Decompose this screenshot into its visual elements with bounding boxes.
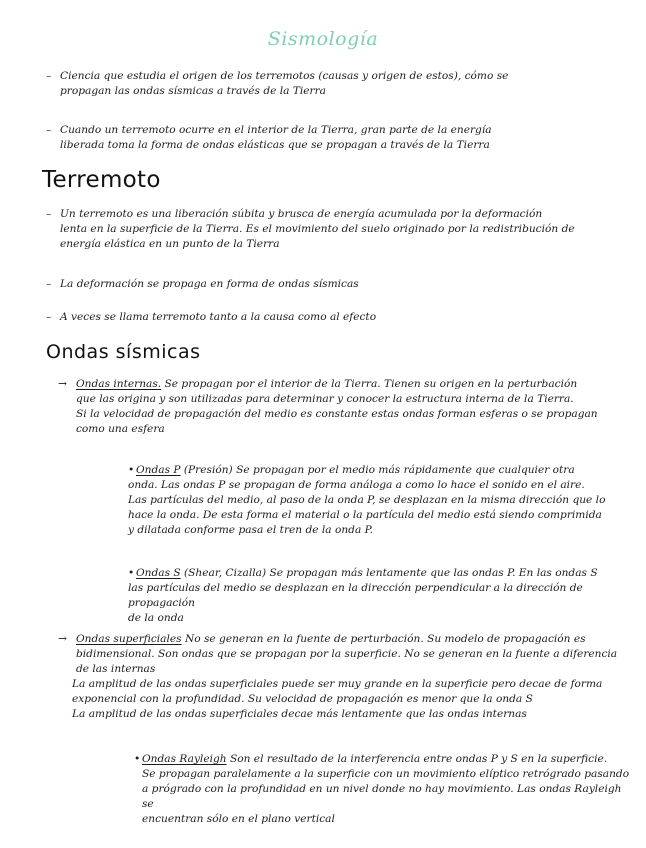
- ondas-s-text-1: Se propagan más lentamente que las ondas P. En las ondas S: [269, 567, 598, 579]
- ondas-s-line-2: las partículas del medio se desplazan en la dirección perpendicular a la dirección de propagación: [128, 582, 583, 609]
- terremoto-point-1-line-3: energía elástica en un punto de la Tierra: [60, 238, 280, 250]
- intro-point-2: [46, 123, 626, 153]
- ondas-superficiales-label: Ondas superficiales: [76, 633, 182, 645]
- ondas-p-line-1: [128, 463, 628, 478]
- bullet-marker: •: [128, 464, 135, 476]
- ondas-internas-line-2: que las origina y son utilizadas para determinar y conocer la estructura interna de la Tierra.: [76, 393, 574, 405]
- ondas-superficiales-line-6: La amplitud de las ondas superficiales decae más lentamente que las ondas internas: [72, 708, 527, 720]
- ondas-s-paren: (Shear, Cizalla): [184, 567, 267, 579]
- dash-marker: –: [46, 311, 52, 323]
- dash-marker: –: [46, 208, 52, 220]
- page-title: Sismología: [267, 28, 379, 50]
- intro-point-2-line-1: Cuando un terremoto ocurre en el interior de la Tierra, gran parte de la energía: [60, 124, 492, 136]
- ondas-rayleigh-label: Ondas Rayleigh: [142, 753, 227, 765]
- heading-ondas-sismicas: Ondas sísmicas: [46, 341, 201, 363]
- ondas-p-line-2: onda. Las ondas P se propagan de forma análoga a como lo hace el sonido en el aire.: [128, 479, 585, 491]
- intro-point-1-line-1: Ciencia que estudia el origen de los terremotos (causas y origen de estos), cómo se: [60, 70, 509, 82]
- terremoto-point-2: [46, 277, 626, 292]
- intro-point-1: [46, 69, 626, 99]
- ondas-superficiales-text-1: No se generan en la fuente de perturbación. Su modelo de propagación es: [184, 633, 586, 645]
- ondas-superficiales-line-3: de las internas: [76, 663, 156, 675]
- dash-marker: –: [46, 278, 52, 290]
- ondas-superficiales-section: [58, 632, 640, 722]
- terremoto-point-3: [46, 310, 626, 325]
- ondas-internas-line-4: como una esfera: [76, 423, 165, 435]
- ondas-rayleigh-line-2: Se propagan paralelamente a la superficie con un movimiento elíptico retrógrado pasando: [142, 768, 630, 780]
- ondas-internas-text-1: Se propagan por el interior de la Tierra. Tienen su origen en la perturbación: [164, 378, 578, 390]
- terremoto-point-1: [46, 207, 630, 252]
- ondas-s-line-1: [128, 566, 632, 581]
- arrow-marker: →: [58, 378, 67, 390]
- ondas-superficiales-line-4: La amplitud de las ondas superficiales puede ser muy grande en la superficie pero decae de forma: [72, 678, 603, 690]
- ondas-p-line-5: y dilatada conforme pasa el tren de la onda P.: [128, 524, 373, 536]
- bullet-marker: •: [134, 753, 141, 765]
- terremoto-point-1-line-1: Un terremoto es una liberación súbita y brusca de energía acumulada por la deformación: [60, 208, 543, 220]
- ondas-rayleigh-line-1: [134, 752, 634, 767]
- bullet-marker: •: [128, 567, 135, 579]
- ondas-p-text-1: Se propagan por el medio más rápidamente que cualquier otra: [236, 464, 575, 476]
- ondas-p-paren: (Presión): [183, 464, 233, 476]
- ondas-superficiales-line-2: bidimensional. Son ondas que se propagan por la superficie. No se generan en la fuente a diferencia: [76, 648, 618, 660]
- ondas-rayleigh-text-1: Son el resultado de la interferencia entre ondas P y S en la superficie.: [229, 753, 608, 765]
- ondas-p-line-3: Las partículas del medio, al paso de la onda P, se desplazan en la misma dirección que lo: [128, 494, 606, 506]
- ondas-p-section: [128, 463, 628, 538]
- dash-marker: –: [46, 124, 52, 136]
- terremoto-point-1-line-2: lenta en la superficie de la Tierra. Es el movimiento del suelo originado por la redistribución de: [60, 223, 575, 235]
- ondas-internas-section: [58, 377, 638, 437]
- ondas-internas-line-3: Si la velocidad de propagación del medio es constante estas ondas forman esferas o se propagan: [76, 408, 598, 420]
- ondas-superficiales-line-1: [58, 632, 640, 647]
- ondas-p-label: Ondas P: [136, 464, 181, 476]
- ondas-rayleigh-section: [134, 752, 634, 827]
- heading-terremoto: Terremoto: [42, 167, 161, 193]
- ondas-s-line-3: de la onda: [128, 612, 184, 624]
- ondas-superficiales-line-5: exponencial con la profundidad. Su velocidad de propagación es menor que la onda S: [72, 693, 533, 705]
- dash-marker: –: [46, 70, 52, 82]
- ondas-internas-line-1: [58, 377, 638, 392]
- ondas-internas-label: Ondas internas.: [76, 378, 162, 390]
- ondas-s-section: [128, 566, 632, 626]
- intro-point-1-line-2: propagan las ondas sísmicas a través de la Tierra: [60, 85, 327, 97]
- ondas-rayleigh-line-3: a prógrado con la profundidad en un nivel donde no hay movimiento. Las ondas Rayleigh se: [142, 783, 622, 810]
- intro-point-2-line-2: liberada toma la forma de ondas elásticas que se propagan a través de la Tierra: [60, 139, 490, 151]
- arrow-marker: →: [58, 633, 67, 645]
- ondas-rayleigh-line-4: encuentran sólo en el plano vertical: [142, 813, 335, 825]
- ondas-p-line-4: hace la onda. De esta forma el material o la partícula del medio está siendo comprimida: [128, 509, 602, 521]
- terremoto-point-2-line-1: La deformación se propaga en forma de ondas sísmicas: [60, 278, 359, 290]
- terremoto-point-3-line-1: A veces se llama terremoto tanto a la causa como al efecto: [60, 311, 377, 323]
- ondas-s-label: Ondas S: [136, 567, 181, 579]
